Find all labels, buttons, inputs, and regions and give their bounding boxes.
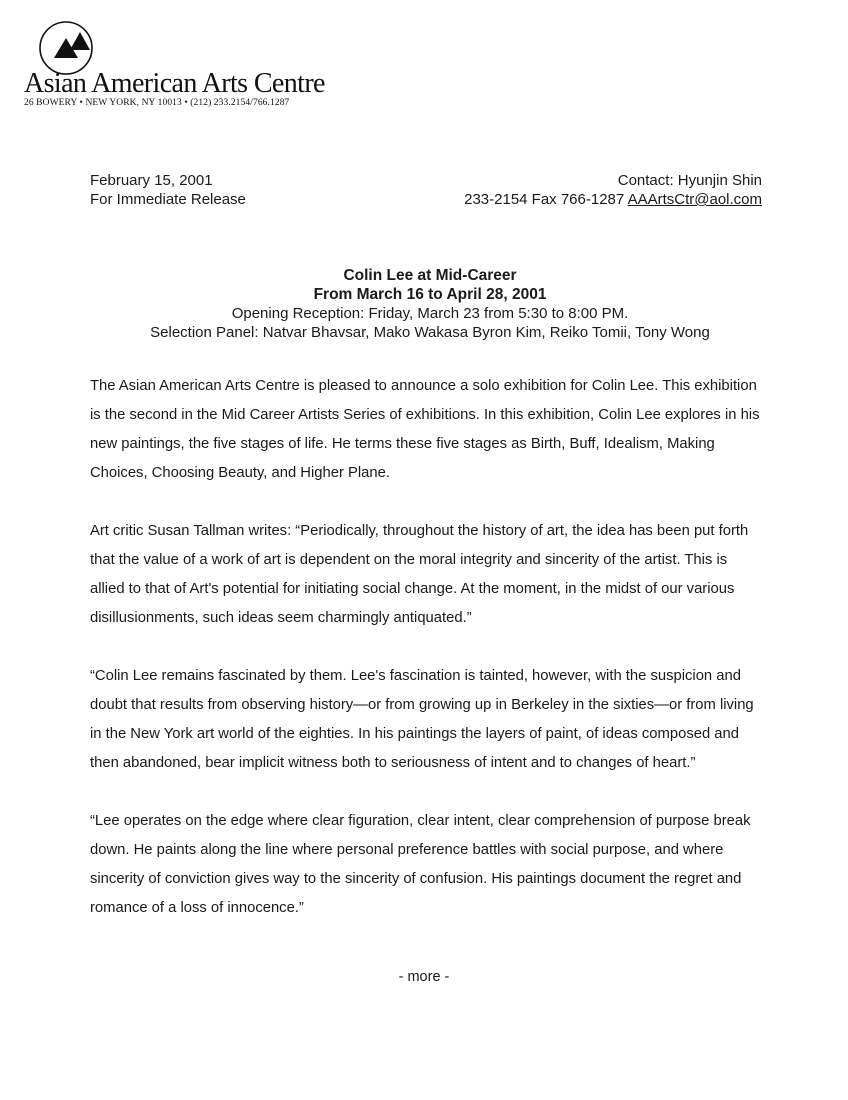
contact-info <box>464 171 762 209</box>
opening-reception: Opening Reception: Friday, March 23 from 5:30 to 8:00 PM. <box>231 305 629 322</box>
contact-email-link[interactable]: AAArtsCtr@aol.com <box>627 191 762 208</box>
exhibition-heading <box>60 266 800 342</box>
exhibition-dates: From March 16 to April 28, 2001 <box>313 286 547 303</box>
release-date: February 15, 2001 <box>90 172 213 189</box>
body-paragraph: Art critic Susan Tallman writes: “Periodically, throughout the history of art, the idea has been put forth that the value of a work of art is dependent on the moral integrity and sincerity of the artist. This is allied to that of Art's potential for initiating social change. At the moment, in the midst of our various disillusionments, such ideas seem charmingly antiquated.” <box>90 523 749 626</box>
release-type: For Immediate Release <box>90 191 246 208</box>
organization-address: 26 BOWERY • NEW YORK, NY 10013 • (212) 233.2154/766.1287 <box>24 98 290 108</box>
body-paragraph: “Lee operates on the edge where clear figuration, clear intent, clear comprehension of purpose break down. He paints along the line where personal preference battles with social purpose, and where sincerity of conviction gives way to the sincerity of confusion. His paintings document the regret and romance of a loss of innocence.” <box>90 813 751 916</box>
exhibition-title: Colin Lee at Mid-Career <box>343 267 517 284</box>
release-info <box>90 171 246 209</box>
organization-name: Asian American Arts Centre <box>24 68 325 99</box>
body-paragraph: The Asian American Arts Centre is pleased to announce a solo exhibition for Colin Lee. This exhibition is the second in the Mid Career Artists Series of exhibitions. In this exhibition, Colin Lee explores in his new paintings, the five stages of life. He terms these five stages as Birth, Buff, Idealism, Making Choices, Choosing Beauty, and Higher Plane. <box>90 378 760 481</box>
contact-phone-line <box>464 190 762 209</box>
contact-phone-fax: 233-2154 Fax 766-1287 <box>464 191 625 208</box>
selection-panel: Selection Panel: Natvar Bhavsar, Mako Wakasa Byron Kim, Reiko Tomii, Tony Wong <box>150 324 710 341</box>
press-release-body <box>90 372 765 952</box>
continued-marker: - more - <box>398 969 450 985</box>
letterhead <box>22 18 362 118</box>
contact-name: Contact: Hyunjin Shin <box>617 172 762 189</box>
body-paragraph: “Colin Lee remains fascinated by them. Lee's fascination is tainted, however, with the suspicion and doubt that results from observing history—or from growing up in Berkeley in the sixties—or from living in the New York art world of the eighties. In his paintings the layers of paint, of ideas composed and then abandoned, bear implicit witness both to seriousness of intent and to changes of heart.” <box>90 668 754 771</box>
